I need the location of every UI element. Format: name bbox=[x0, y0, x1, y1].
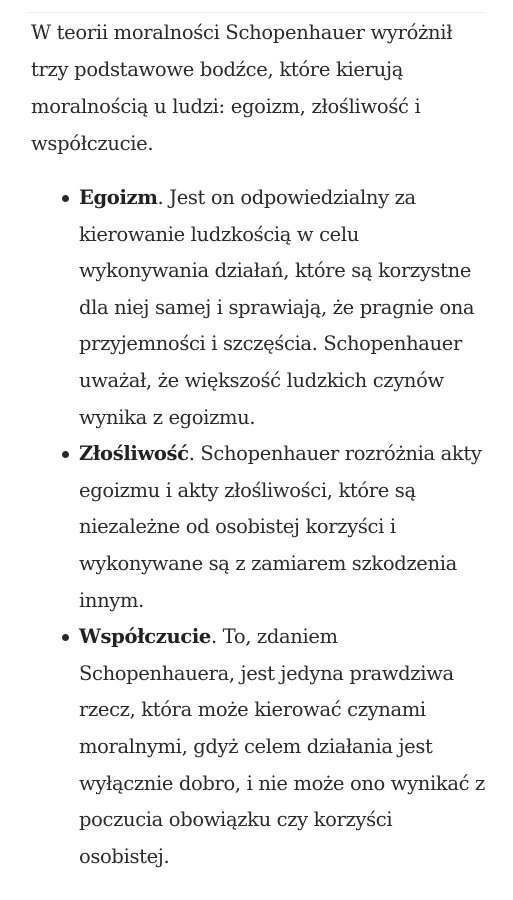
bullet-icon bbox=[62, 195, 69, 202]
term-zlosliwosc: Złośliwość bbox=[79, 442, 189, 466]
description-egoizm: . Jest on odpowiedzialny za kierowanie ludzkością w celu wykonywania działań, które są korzystne dla niej samej i sprawiają, że pragnie ona przyjemności i szczęścia. Schopenhauer uważał, że większość ludzkich czynów wynika z egoizmu. bbox=[79, 186, 475, 429]
intro-paragraph: W teorii moralności Schopenhauer wyróżnił trzy podstawowe bodźce, które kierują moralnością u ludzi: egoizm, złośliwość i współczucie. bbox=[31, 21, 453, 155]
motives-list bbox=[31, 180, 486, 875]
article-body bbox=[31, 14, 486, 875]
list-item-wspolczucie bbox=[79, 619, 486, 875]
bullet-icon bbox=[62, 451, 69, 458]
term-wspolczucie: Współczucie bbox=[79, 625, 211, 649]
list-item-egoizm bbox=[79, 180, 486, 436]
description-wspolczucie: . To, zdaniem Schopenhauera, jest jedyna prawdziwa rzecz, która może kierować czynami moralnymi, gdyż celem działania jest wyłącznie dobro, i nie może ono wynikać z poczucia obowiązku czy korzyści osobistej. bbox=[79, 625, 485, 868]
list-item-zlosliwosc bbox=[79, 436, 486, 619]
bullet-icon bbox=[62, 634, 69, 641]
term-egoizm: Egoizm bbox=[79, 186, 158, 209]
description-zlosliwosc: . Schopenhauer rozróżnia akty egoizmu i akty złośliwości, które są niezależne od osobistej korzyści i wykonywane są z zamiarem szkodzenia innym. bbox=[79, 442, 482, 612]
top-divider bbox=[28, 12, 485, 13]
